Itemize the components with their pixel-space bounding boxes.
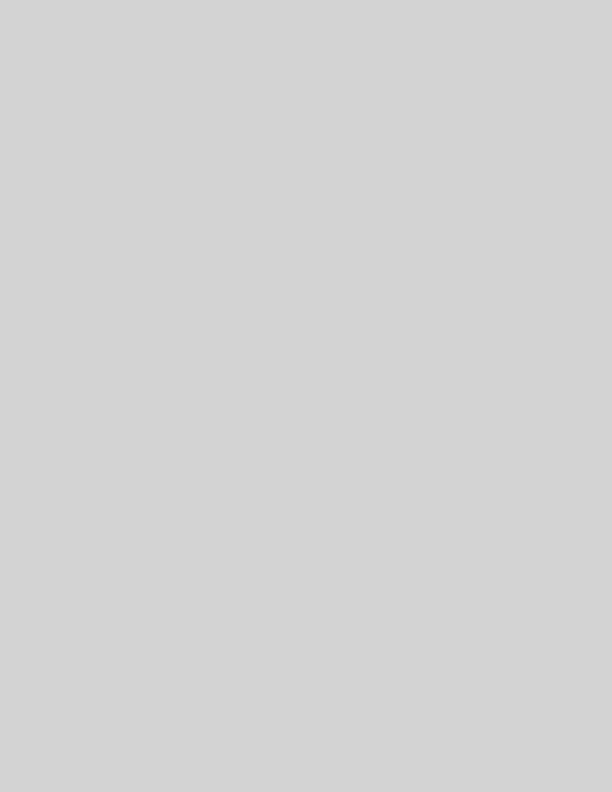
document-body: [72, 50, 542, 60]
